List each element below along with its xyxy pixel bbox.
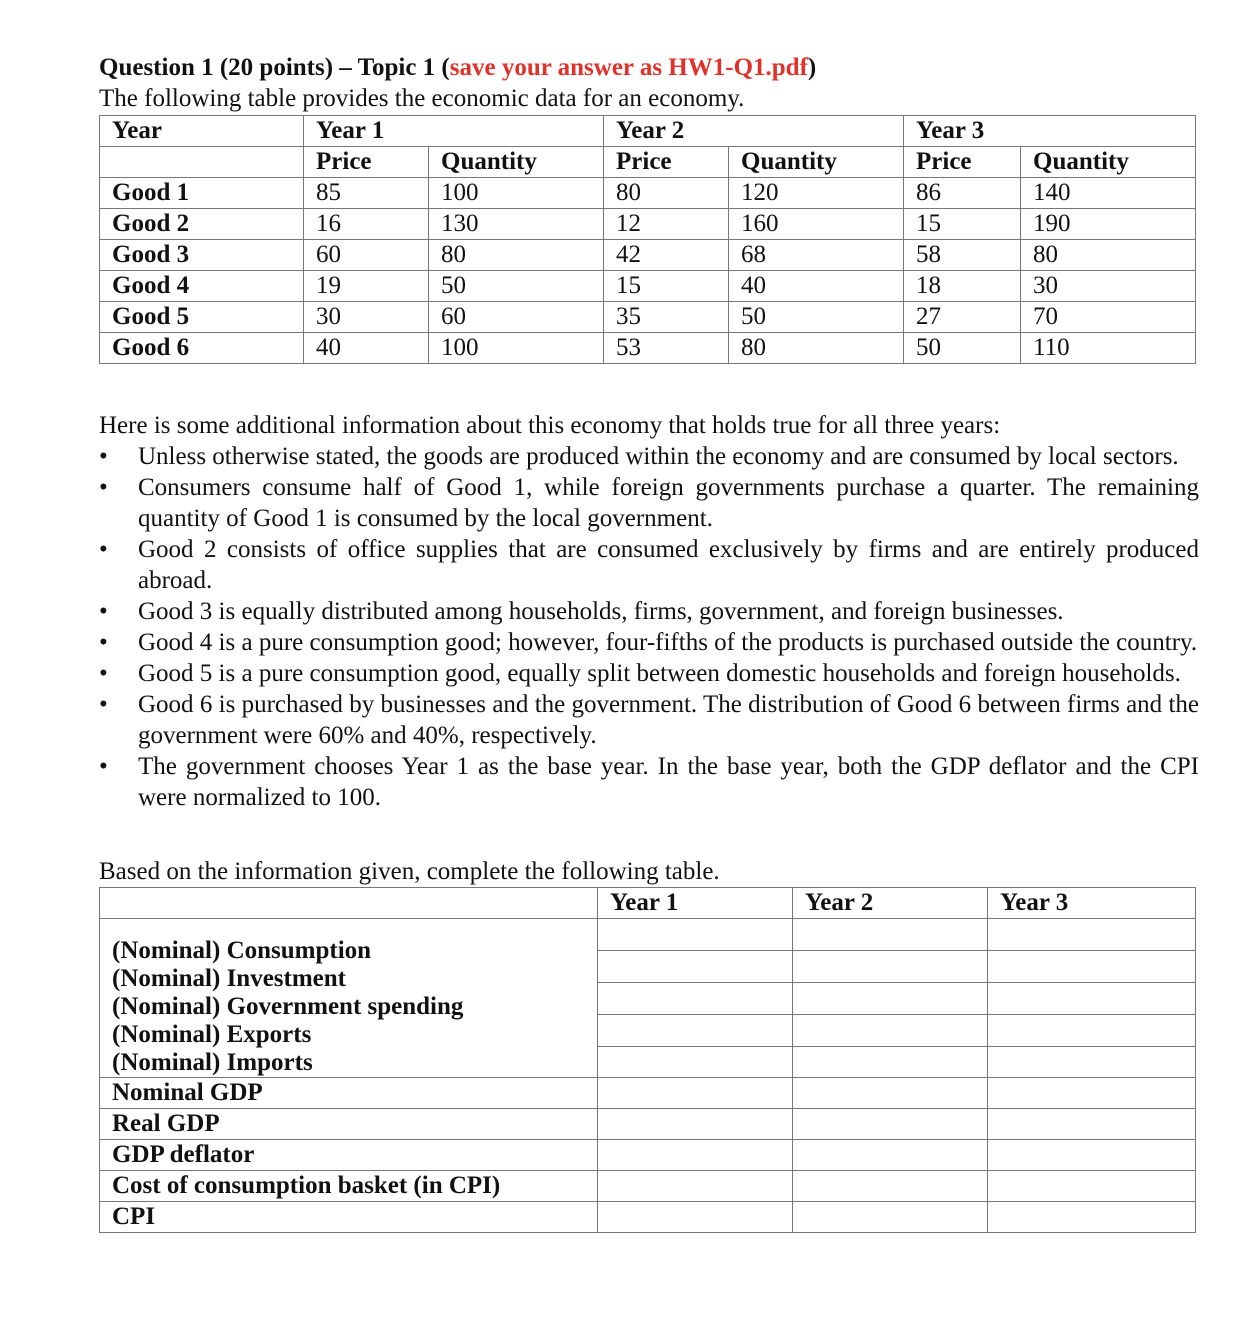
price-header: Price [304, 147, 429, 178]
quantity-cell: 100 [429, 333, 604, 364]
gdp-components-label-cell [100, 919, 598, 1078]
price-cell: 19 [304, 271, 429, 302]
good-label: Good 4 [100, 271, 304, 302]
table-row [100, 1202, 1196, 1233]
list-item [99, 689, 1199, 751]
price-cell: 80 [604, 178, 729, 209]
answer-cell[interactable] [988, 951, 1195, 983]
bullet-icon: • [99, 474, 108, 501]
list-item [99, 658, 1199, 689]
question-intro: The following table provides the economic data for an economy. [99, 85, 745, 112]
quantity-cell: 160 [729, 209, 904, 240]
investment-label: (Nominal) Investment [112, 965, 347, 992]
quantity-cell: 30 [1021, 271, 1196, 302]
question-title [99, 52, 1199, 84]
list-item [99, 472, 1199, 534]
consumption-basket-cost-label: Cost of consumption basket (in CPI) [100, 1171, 598, 1202]
quantity-cell: 80 [429, 240, 604, 271]
answer-cell[interactable] [988, 1171, 1196, 1202]
answer-cell[interactable] [598, 919, 792, 951]
bullet-icon: • [99, 443, 108, 470]
price-cell: 85 [304, 178, 429, 209]
table-row [100, 1078, 1196, 1109]
year-1-components-cell [598, 919, 793, 1078]
price-cell: 15 [604, 271, 729, 302]
bullet-icon: • [99, 536, 108, 563]
government-spending-label: (Nominal) Government spending [112, 993, 464, 1020]
answer-cell[interactable] [988, 1047, 1195, 1073]
quantity-header: Quantity [1021, 147, 1196, 178]
answer-table-lead: Based on the information given, complete the following table. [99, 858, 720, 885]
quantity-cell: 140 [1021, 178, 1196, 209]
additional-info-list [99, 441, 1199, 813]
table-row [100, 271, 1196, 302]
year-2-header: Year 2 [604, 116, 904, 147]
table-row [100, 1140, 1196, 1171]
price-cell: 16 [304, 209, 429, 240]
quantity-cell: 40 [729, 271, 904, 302]
quantity-cell: 190 [1021, 209, 1196, 240]
bullet-icon: • [99, 660, 108, 687]
answer-cell[interactable] [598, 1078, 793, 1109]
price-cell: 35 [604, 302, 729, 333]
answer-table [99, 887, 1196, 1233]
gdp-deflator-label: GDP deflator [100, 1140, 598, 1171]
price-cell: 12 [604, 209, 729, 240]
price-cell: 50 [904, 333, 1021, 364]
quantity-cell: 60 [429, 302, 604, 333]
year-3-header: Year 3 [904, 116, 1196, 147]
answer-cell[interactable] [988, 1078, 1196, 1109]
list-item-text: Good 2 consists of office supplies that are consumed exclusively by firms and are entirely produced abroad. [138, 536, 1199, 594]
answer-cell[interactable] [988, 1202, 1196, 1233]
additional-info-lead: Here is some additional information about this economy that holds true for all three years: [99, 412, 1001, 439]
answer-cell[interactable] [793, 1171, 988, 1202]
list-item [99, 441, 1199, 472]
list-item-text: Consumers consume half of Good 1, while foreign governments purchase a quarter. The remaining quantity of Good 1 is consumed by the local government. [138, 474, 1199, 532]
answer-cell[interactable] [793, 951, 987, 983]
quantity-cell: 50 [729, 302, 904, 333]
quantity-header: Quantity [729, 147, 904, 178]
answer-cell[interactable] [598, 1171, 793, 1202]
price-cell: 58 [904, 240, 1021, 271]
answer-cell[interactable] [988, 983, 1195, 1015]
answer-cell[interactable] [793, 1047, 987, 1073]
year-3-column-header: Year 3 [988, 888, 1196, 919]
price-cell: 86 [904, 178, 1021, 209]
quantity-cell: 130 [429, 209, 604, 240]
list-item-text: Good 3 is equally distributed among households, firms, government, and foreign businesses. [138, 598, 1064, 625]
good-label: Good 2 [100, 209, 304, 240]
table-row [100, 209, 1196, 240]
price-cell: 30 [304, 302, 429, 333]
answer-cell[interactable] [598, 1109, 793, 1140]
bullet-icon: • [99, 629, 108, 656]
answer-cell[interactable] [988, 919, 1195, 951]
real-gdp-label: Real GDP [100, 1109, 598, 1140]
answer-cell[interactable] [793, 1015, 987, 1047]
good-label: Good 6 [100, 333, 304, 364]
blank-header-cell [100, 147, 304, 178]
cpi-label: CPI [100, 1202, 598, 1233]
good-label: Good 3 [100, 240, 304, 271]
answer-header-row [100, 888, 1196, 919]
answer-cell[interactable] [598, 983, 792, 1015]
year-2-column-header: Year 2 [793, 888, 988, 919]
quantity-cell: 70 [1021, 302, 1196, 333]
answer-cell[interactable] [598, 951, 792, 983]
answer-cell[interactable] [988, 1015, 1195, 1047]
price-cell: 18 [904, 271, 1021, 302]
components-group-row [100, 919, 1196, 1078]
year-1-column-header: Year 1 [598, 888, 793, 919]
consumption-label: (Nominal) Consumption [112, 937, 372, 964]
list-item-text: The government chooses Year 1 as the base year. In the base year, both the GDP deflator and the CPI were normalized to 100. [138, 753, 1199, 811]
quantity-cell: 68 [729, 240, 904, 271]
table-row [100, 178, 1196, 209]
quantity-cell: 110 [1021, 333, 1196, 364]
quantity-cell: 120 [729, 178, 904, 209]
nominal-gdp-label: Nominal GDP [100, 1078, 598, 1109]
answer-cell[interactable] [988, 1109, 1196, 1140]
answer-cell[interactable] [793, 1202, 988, 1233]
year-header-row [100, 116, 1196, 147]
price-cell: 27 [904, 302, 1021, 333]
list-item-text: Good 5 is a pure consumption good, equally split between domestic households and foreign households. [138, 660, 1181, 687]
list-item [99, 627, 1199, 658]
answer-cell[interactable] [598, 1047, 792, 1073]
document-page [99, 52, 1199, 1233]
save-answer-note: save your answer as HW1-Q1.pdf [449, 54, 808, 81]
bullet-icon: • [99, 598, 108, 625]
exports-label: (Nominal) Exports [112, 1021, 312, 1048]
answer-cell[interactable] [988, 1140, 1196, 1171]
price-cell: 15 [904, 209, 1021, 240]
list-item-text: Good 6 is purchased by businesses and the government. The distribution of Good 6 between firms and the government were 60% and 40%, respectively. [138, 691, 1199, 749]
quantity-cell: 100 [429, 178, 604, 209]
price-header: Price [904, 147, 1021, 178]
quantity-header: Quantity [429, 147, 604, 178]
answer-cell[interactable] [793, 1078, 988, 1109]
price-cell: 60 [304, 240, 429, 271]
price-quantity-header-row [100, 147, 1196, 178]
list-item [99, 751, 1199, 813]
year-1-header: Year 1 [304, 116, 604, 147]
table-row [100, 1171, 1196, 1202]
answer-cell[interactable] [793, 1140, 988, 1171]
answer-cell[interactable] [793, 983, 987, 1015]
blank-header-cell [100, 888, 598, 919]
list-item [99, 534, 1199, 596]
list-item [99, 596, 1199, 627]
table-row [100, 302, 1196, 333]
list-item-text: Unless otherwise stated, the goods are produced within the economy and are consumed by local sectors. [138, 443, 1179, 470]
table-row [100, 240, 1196, 271]
answer-cell[interactable] [598, 1140, 793, 1171]
year-header-cell: Year [100, 116, 304, 147]
price-cell: 53 [604, 333, 729, 364]
quantity-cell: 80 [729, 333, 904, 364]
good-label: Good 1 [100, 178, 304, 209]
question-title-end: ) [807, 54, 817, 81]
question-title-text: Question 1 (20 points) – Topic 1 ( [99, 54, 450, 81]
table-row [100, 1109, 1196, 1140]
year-3-components-cell [988, 919, 1196, 1078]
answer-cell[interactable] [598, 1015, 792, 1047]
table-row [100, 333, 1196, 364]
price-cell: 42 [604, 240, 729, 271]
answer-cell[interactable] [793, 919, 987, 951]
economic-data-table [99, 115, 1196, 364]
bullet-icon: • [99, 691, 108, 718]
quantity-cell: 50 [429, 271, 604, 302]
imports-label: (Nominal) Imports [112, 1049, 313, 1076]
bullet-icon: • [99, 753, 108, 780]
answer-cell[interactable] [793, 1109, 988, 1140]
answer-cell[interactable] [598, 1202, 793, 1233]
good-label: Good 5 [100, 302, 304, 333]
year-2-components-cell [793, 919, 988, 1078]
list-item-text: Good 4 is a pure consumption good; however, four-fifths of the products is purchased outside the country. [138, 629, 1198, 656]
price-cell: 40 [304, 333, 429, 364]
price-header: Price [604, 147, 729, 178]
quantity-cell: 80 [1021, 240, 1196, 271]
